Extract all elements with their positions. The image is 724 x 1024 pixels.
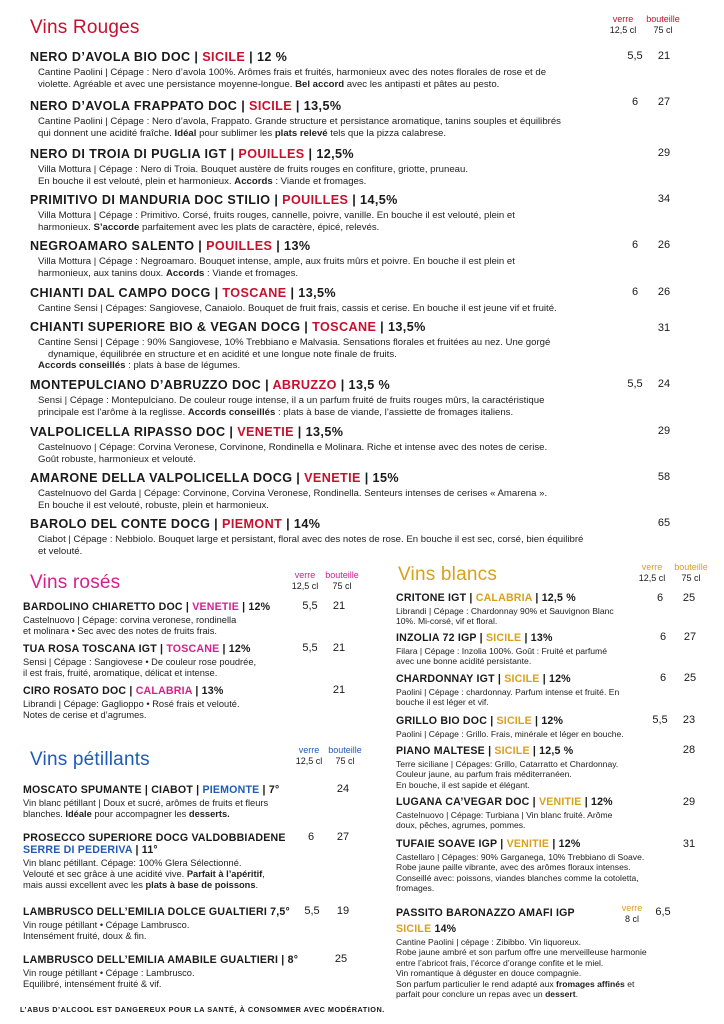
wine-description: Castelnuovo | Cépage: Corvina Veronese, Corvinone, Rondinella e Molinara. Riche et intense avec des notes de cerise. Goût robuste, harmonieux et velouté. [38,442,548,465]
wine-description: Sensi | Cépage : Sangiovese • De couleur rose poudrée, il est frais, fruité, aromatique, délicat et intense. [23,657,257,679]
price-bouteille: 34 [657,193,671,205]
wine-item [30,425,630,465]
price-bouteille: 21 [332,642,346,654]
price-bouteille: 25 [682,592,696,604]
wine-item [30,320,630,372]
price-verre: 6 [307,831,315,843]
price-verre: 5,5 [627,50,643,62]
wine-item [23,784,323,820]
wine-name: TUA ROSA TOSCANA IGT | TOSCANE | 12% [23,643,251,655]
wine-name: NERO DI TROIA DI PUGLIA IGT | POUILLES | 12,5% [30,147,355,161]
wine-item [396,796,658,831]
price-bouteille: 29 [657,425,671,437]
wine-item [23,832,313,892]
col-header-verre: verre 12,5 cl [295,745,323,766]
wine-description: Librandi | Cépage: Gaglioppo • Rosé frais et velouté. Notes de cerise et d’agrumes. [23,699,240,721]
price-bouteille: 19 [336,905,350,917]
wine-name: MONTEPULCIANO D’ABRUZZO DOC | ABRUZZO | 13,5 % [30,378,391,392]
wine-description: Librandi | Cépage : Chardonnay 90% et Sauvignon Blanc 10%. Mi-corsé, vif et floral. [396,606,614,627]
wine-item [30,147,630,187]
wine-name: GRILLO BIO DOC | SICILE | 12% [396,715,564,727]
wine-description: Cantine Paolini | Cépage : Nero d’avola 100%. Arômes frais et fruités, harmonieux avec des notes florales de rose et de violette. Agréable et avec une persistance moyenne-longue. Bel accord avec les antipasti et pâtes au pesto. [38,67,547,90]
wine-name: PRIMITIVO DI MANDURIA DOC STILIO | POUILLES | 14,5% [30,193,398,207]
wine-item [30,50,620,90]
price-bouteille: 26 [657,286,671,298]
price-verre: 5,5 [304,905,320,917]
wine-item [30,193,630,233]
wine-description: Cantine Paolini | cépage : Zibibbo. Vin liquoreux. Robe jaune ambré et son parfum offre une merveilleuse harmonie entre l’abricot frais, l’écorce d’orange confite et le miel. Vin romantique à déguster en douce compagnie. Son parfum particulier le rend adapté aux fromages affinés et parfait pour conclure un repas avec un dessert. [396,937,647,1000]
price-bouteille: 28 [682,744,696,756]
wine-item [396,592,646,627]
col-header-bouteille: bouteille 75 cl [325,570,359,591]
col-header-verre: verre 12,5 cl [609,14,637,35]
price-bouteille: 21 [332,600,346,612]
wine-description: Castelnuovo | Cépage: corvina veronese, rondinella et molinara • Sec avec des notes de fruits frais. [23,615,237,637]
price-bouteille: 21 [657,50,671,62]
wine-description: Cantine Sensi | Cépages: Sangiovese, Canaiolo. Bouquet de fruit frais, cassis et cerise. En bouche il est jeune vif et fruité. [38,303,557,314]
wine-name: CHIANTI SUPERIORE BIO & VEGAN DOCG | TOSCANE | 13,5% [30,320,426,334]
wine-name: PIANO MALTESE | SICILE | 12,5 % [396,745,574,757]
price-verre: 6 [631,286,639,298]
wine-description: Ciabot | Cépage : Nebbiolo. Bouquet large et persistant, floral avec des notes de rose. En bouche il est sec, corsé, bien équilibré et velouté. [38,534,584,557]
wine-description: Castelnuovo | Cépage: Turbiana | Vin blanc fruité. Arôme doux, pêches, agrumes, pommes. [396,810,613,831]
price-verre: 5,5 [627,378,643,390]
wine-item [23,906,303,942]
wine-item [23,685,308,721]
footer-warning: L’ABUS D’ALCOOL EST DANGEREUX POUR LA SANTÉ, À CONSOMMER AVEC MODÉRATION. [20,1005,385,1014]
wine-description: Villa Mottura | Cépage : Negroamaro. Bouquet intense, ample, aux fruits mûrs et poivre. En bouche il est plein et harmonieux, aux tanins doux. Accords : Viande et fromages. [38,256,515,279]
wine-description: Cantine Paolini | Cépage : Nero d’avola, Frappato. Grande structure et persistance aromatique, tanins souples et équilibrés qui donnent une acidité fraîche. Idéal pour sublimer les plats relevé tels que la pizza calabrese. [38,116,561,139]
price-bouteille: 24 [336,783,350,795]
price-verre: 5,5 [302,600,318,612]
price-bouteille: 23 [682,714,696,726]
wine-item [396,715,658,739]
price-bouteille: 29 [657,147,671,159]
section-title-rouges: Vins Rouges [30,17,140,38]
price-verre: 6 [656,592,664,604]
wine-name: PASSITO BARONAZZO AMAFI IGP [396,907,575,919]
wine-item [23,601,308,637]
wine-item [30,286,630,315]
wine-name: TUFAIE SOAVE IGP | VENITIE | 12% [396,838,581,850]
wine-item [30,517,650,557]
price-verre: 6 [631,96,639,108]
wine-producer: SERRE DI PEDERIVA | 11° [23,844,158,856]
wine-name: LAMBRUSCO DELL’EMILIA AMABILE GUALTIERI | 8° [23,954,299,966]
price-verre: 6 [631,239,639,251]
section-title-petillants: Vins pétillants [30,749,150,770]
col-header-verre: verre 12,5 cl [291,570,319,591]
wine-name: VALPOLICELLA RIPASSO DOC | VENETIE | 13,5% [30,425,344,439]
wine-description: Sensi | Cépage : Montepulciano. De couleur rouge intense, il a un parfum fruité de fruits rouges mûrs, la caractéristique principale est l’arôme à la reglisse. Accords conseillés : plats à base de viande, l’assiette de fromages italiens. [38,395,545,418]
wine-name: BAROLO DEL CONTE DOCG | PIEMONT | 14% [30,517,321,531]
wine-item [396,632,658,667]
wine-name: NERO D’AVOLA BIO DOC | SICILE | 12 % [30,50,288,64]
wine-name: NERO D’AVOLA FRAPPATO DOC | SICILE | 13,5% [30,99,342,113]
price-verre: 6 [659,672,667,684]
wine-description: Paolini | Cépage : chardonnay. Parfum intense et fruité. En bouche il est léger et vif. [396,687,620,708]
wine-item [396,838,668,894]
price-bouteille: 27 [683,631,697,643]
wine-description: Villa Mottura | Cépage : Primitivo. Corsé, fruits rouges, cannelle, poivre, vanille. En bouche il est velouté, plein et harmonieux. S’accorde parfaitement avec les plats de caractère, épicé, relevés. [38,210,515,233]
price-verre: 5,5 [652,714,668,726]
section-title-blancs: Vins blancs [398,564,498,585]
col-header-bouteille: bouteille 75 cl [674,562,708,583]
wine-description: Filara | Cépage : Inzolia 100%. Goût : Fruité et parfumé avec une bonne acidité persistante. [396,646,607,667]
wine-name: CHIANTI DAL CAMPO DOCG | TOSCANE | 13,5% [30,286,336,300]
wine-description: Cantine Sensi | Cépage : 90% Sangiovese, 10% Trebbiano e Malvasia. Sensations florales et fruitées au nez. Une gorgé dynamique, équilibrée en structure et en acidité et une longue note finale de fruits. Accords conseillés : plats à base de légumes. [38,337,551,372]
wine-region: SICILE 14% [396,923,457,935]
wine-name: AMARONE DELLA VALPOLICELLA DOCG | VENETIE | 15% [30,471,399,485]
wine-name: LAMBRUSCO DELL’EMILIA DOLCE GUALTIERI 7,5° [23,906,290,918]
wine-item [396,673,658,708]
wine-description: Vin rouge pétillant • Cépage Lambrusco. Intensément fruité, doux & fin. [23,920,190,942]
price-bouteille: 26 [657,239,671,251]
col-header-bouteille: bouteille 75 cl [328,745,362,766]
wine-item [23,643,308,679]
price-verre: 5,5 [302,642,318,654]
price-bouteille: 27 [657,96,671,108]
wine-description: Castelnuovo del Garda | Cépage: Corvinone, Corvina Veronese, Rondinella. Senteurs intenses de cerises « Amarena ». En bouche il est velouté, robuste, plein et harmonieux. [38,488,548,511]
wine-item [30,471,630,511]
wine-description: Vin blanc pétillant | Doux et sucré, arômes de fruits et fleurs blanches. Idéale pour accompagner les desserts. [23,798,269,820]
wine-name: MOSCATO SPUMANTE | CIABOT | PIEMONTE | 7° [23,784,280,796]
section-title-roses: Vins rosés [30,572,121,593]
wine-description: Terre siciliane | Cépages: Grillo, Catarratto et Chardonnay. Couleur jaune, au parfum frais méditerranéen. En bouche, il est sapide et élégant. [396,759,619,790]
wine-name: NEGROAMARO SALENTO | POUILLES | 13% [30,239,311,253]
price-bouteille: 31 [682,838,696,850]
wine-name: CIRO ROSATO DOC | CALABRIA | 13% [23,685,224,697]
price-bouteille: 25 [683,672,697,684]
wine-name: INZOLIA 72 IGP | SICILE | 13% [396,632,553,644]
wine-name: CHARDONNAY IGT | SICILE | 12% [396,673,571,685]
wine-item [30,239,630,279]
wine-description: Villa Mottura | Cépage : Nero di Troia. Bouquet austère de fruits rouges en confiture, griotte, pruneau. En bouche il est velouté, plein et harmonieux. Accords : Viande et fromages. [38,164,469,187]
wine-item [396,907,716,999]
wine-name: LUGANA CA’VEGAR DOC | VENITIE | 12% [396,796,613,808]
price-bouteille: 24 [657,378,671,390]
col-header-verre: verre 12,5 cl [638,562,666,583]
col-header-verre-8cl: verre 8 cl [621,903,643,924]
wine-description: Castellaro | Cépages: 90% Garganega, 10% Trebbiano di Soave. Robe jaune paille vibrante, avec des arômes floraux intenses. Conseillé avec: poissons, viandes blanches comme la cotoletta, fromages. [396,852,645,894]
price-bouteille: 58 [657,471,671,483]
wine-description: Vin blanc pétillant. Cépage: 100% Glera Sélectionné. Velouté et sec grâce à une acidité vive. Parfait à l’apéritif, mais aussi excellent avec les plats à base de poissons. [23,858,265,891]
price-bouteille: 65 [657,517,671,529]
wine-item [23,954,323,990]
price-verre: 6,5 [655,906,671,918]
wine-name: PROSECCO SUPERIORE DOCG VALDOBBIADENE [23,832,286,844]
price-bouteille: 27 [336,831,350,843]
wine-name: BARDOLINO CHIARETTO DOC | VENETIE | 12% [23,601,271,613]
wine-description: Paolini | Cépage : Grillo. Frais, minérale et léger en bouche. [396,729,624,739]
wine-name: CRITONE IGT | CALABRIA | 12,5 % [396,592,576,604]
price-bouteille: 21 [332,684,346,696]
price-bouteille: 31 [657,322,671,334]
wine-item [396,745,658,790]
price-bouteille: 25 [334,953,348,965]
wine-item [30,378,630,418]
price-verre: 6 [659,631,667,643]
price-bouteille: 29 [682,796,696,808]
col-header-bouteille: bouteille 75 cl [646,14,680,35]
wine-description: Vin rouge pétillant • Cépage : Lambrusco. Equilibré, intensément fruité & vif. [23,968,195,990]
wine-item [30,99,630,139]
